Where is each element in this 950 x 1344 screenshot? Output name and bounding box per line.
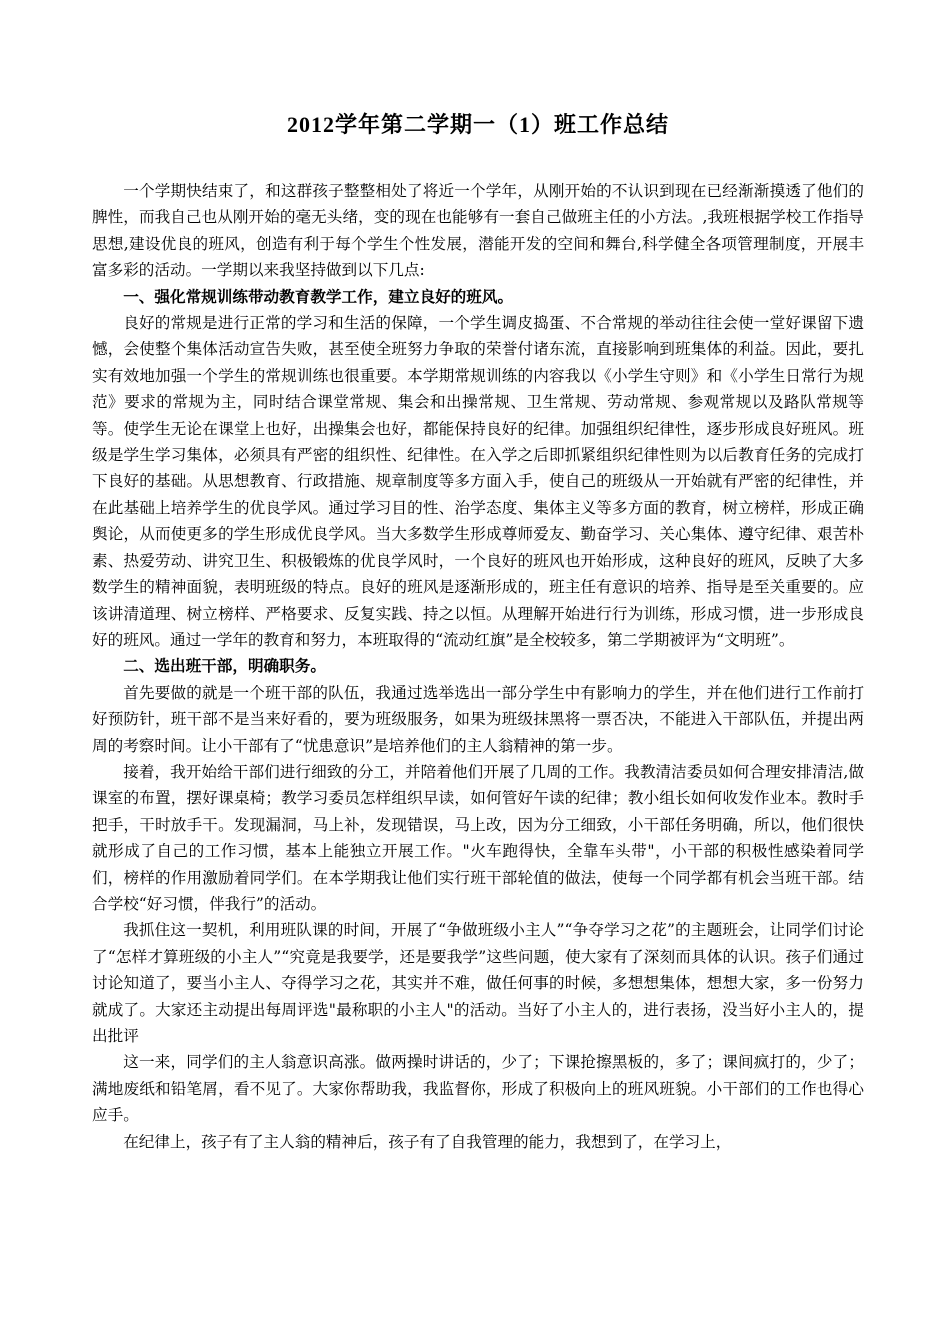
section-1-paragraph: 良好的常规是进行正常的学习和生活的保障，一个学生调皮捣蛋、不合常规的举动往往会使一堂好课留下遗憾，会使整个集体活动宣告失败，甚至使全班努力争取的荣誉付诸东流，直接影响到班集体的利益。因此，要扎实有效地加强一个学生的常规训练也很重要。本学期常规训练的内容我以《小学生守则》和《小学生日常行为规范》要求的常规为主，同时结合课堂常规、集会和出操常规、卫生常规、劳动常规、参观常规以及路队常规等等。使学生无论在课堂上也好，出操集会也好，都能保持良好的纪律。加强组织纪律性，逐步形成良好班风。班级是学生学习集体，必须具有严密的组织性、纪律性。在入学之后即抓紧组织纪律性则为以后教育任务的完成打下良好的基础。从思想教育、行政措施、规章制度等多方面入手，使自己的班级从一开始就有严密的纪律性，并在此基础上培养学生的优良学风。通过学习目的性、治学态度、集体主义等多方面的教育，树立榜样，形成正确舆论，从而使更多的学生形成优良学风。当大多数学生形成尊师爱友、勤奋学习、关心集体、遵守纪律、艰苦朴素、热爱劳动、讲究卫生、积极锻炼的优良学风时，一个良好的班风也开始形成，这种良好的班风，反映了大多数学生的精神面貌，表明班级的特点。良好的班风是逐渐形成的，班主任有意识的培养、指导是至关重要的。应该讲清道理、树立榜样、严格要求、反复实践、持之以恒。从理解开始进行行为训练，形成习惯，进一步形成良好的班风。通过一学年的教育和努力，本班取得的“流动红旗”是全校较多，第二学期被评为“文明班”。 xyxy=(92,314,864,649)
section-heading-2: 二、选出班干部，明确职务。 xyxy=(123,656,326,676)
document-page xyxy=(92,108,864,1155)
section-2-paragraph-3: 我抓住这一契机，利用班队课的时间，开展了“争做班级小主人”“争夺学习之花”的主题班会，让同学们讨论了“怎样才算班级的小主人”“究竟是我要学，还是要我学”这些问题，使大家有了深刻而具体的认识。孩子们通过讨论知道了，要当小主人、夺得学习之花，其实并不难，做任何事的时候，多想想集体，想想大家，多一份努力就成了。大家还主动提出每周评选"最称职的小主人"的活动。当好了小主人的，进行表扬，没当好小主人的，提出批评 xyxy=(92,921,864,1045)
section-2-paragraph-2: 接着，我开始给干部们进行细致的分工，并陪着他们开展了几周的工作。我教清洁委员如何合理安排清洁,做课室的布置，摆好课桌椅；教学习委员怎样组织早读，如何管好午读的纪律；教小组长如何收发作业本。教时手把手，干时放手干。发现漏洞，马上补，发现错误，马上改，因为分工细致，小干部任务明确，所以，他们很快就形成了自己的工作习惯，基本上能独立开展工作。"火车跑得快，全靠车头带"，小干部的积极性感染着同学们，榜样的作用激励着同学们。在本学期我让他们实行班干部轮值的做法，使每一个同学都有机会当班干部。结合学校“好习惯，伴我行”的活动。 xyxy=(92,762,864,913)
intro-paragraph: 一个学期快结束了，和这群孩子整整相处了将近一个学年，从刚开始的不认识到现在已经渐渐摸透了他们的脾性，而我自己也从刚开始的毫无头绪，变的现在也能够有一套自己做班主任的小方法。,我班根据学校工作指导思想,建设优良的班风，创造有利于每个学生个性发展，潜能开发的空间和舞台,科学健全各项管理制度，开展丰富多彩的活动。一学期以来我坚持做到以下几点: xyxy=(92,182,864,280)
document-title: 2012学年第二学期一（1）班工作总结 xyxy=(286,112,669,137)
section-2-paragraph-5: 在纪律上，孩子有了主人翁的精神后，孩子有了自我管理的能力，我想到了，在学习上， xyxy=(123,1132,732,1151)
section-heading-1: 一、强化常规训练带动教育教学工作，建立良好的班风。 xyxy=(123,286,514,306)
section-2-paragraph-1: 首先要做的就是一个班干部的队伍，我通过选举选出一部分学生中有影响力的学生，并在他们进行工作前打好预防针，班干部不是当来好看的，要为班级服务，如果为班级抹黑将一票否决，不能进入干部队伍，并提出两周的考察时间。让小干部有了“忧患意识”是培养他们的主人翁精神的第一步。 xyxy=(92,683,864,755)
section-2-paragraph-4: 这一来，同学们的主人翁意识高涨。做两操时讲话的，少了；下课抢擦黑板的，多了；课间疯打的，少了；满地废纸和铅笔屑，看不见了。大家你帮助我，我监督你，形成了积极向上的班风班貌。小干部们的工作也得心应手。 xyxy=(92,1053,864,1125)
